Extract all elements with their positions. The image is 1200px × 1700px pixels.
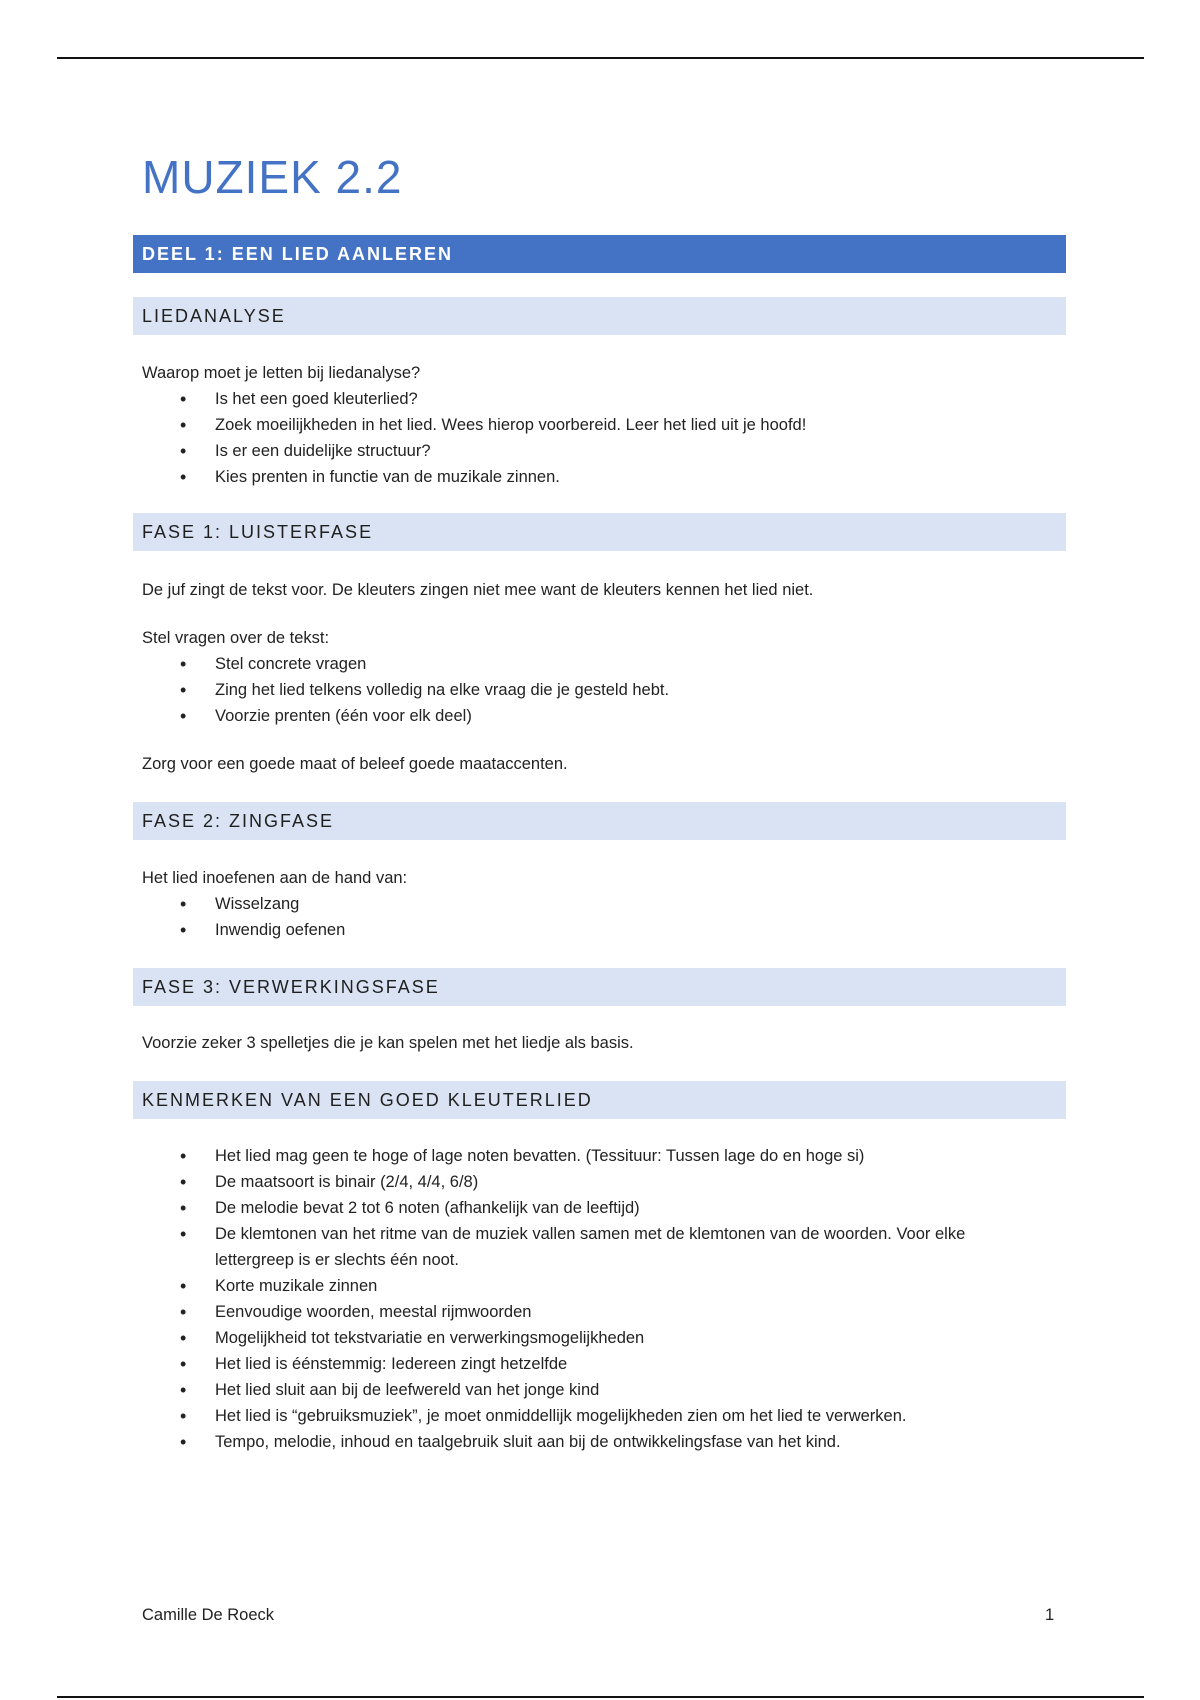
section-heading-band-fase3 xyxy=(133,968,1066,1006)
section-heading-fase1: FASE 1: LUISTERFASE xyxy=(133,513,1066,551)
fase1-content xyxy=(142,577,1042,777)
paragraph: Zorg voor een goede maat of beleef goede maataccenten. xyxy=(142,755,568,773)
bullet-list xyxy=(142,651,1042,729)
bullet-list xyxy=(142,386,1042,490)
section-heading-band-fase2 xyxy=(133,802,1066,840)
list-item: • Korte muzikale zinnen xyxy=(142,1273,1042,1299)
page-number: 1 xyxy=(1045,1606,1055,1624)
list-item: • De melodie bevat 2 tot 6 noten (afhankelijk van de leeftijd) xyxy=(142,1195,1042,1221)
section-heading-band-liedanalyse xyxy=(133,297,1066,335)
list-item: • Voorzie prenten (één voor elk deel) xyxy=(142,703,1042,729)
section-heading-liedanalyse: LIEDANALYSE xyxy=(133,297,1066,335)
section-heading-band-kenmerken xyxy=(133,1081,1066,1119)
fase3-content xyxy=(142,1030,1042,1056)
section-heading-band-fase1 xyxy=(133,513,1066,551)
paragraph: Waarop moet je letten bij liedanalyse? xyxy=(142,364,421,382)
bullet-list xyxy=(142,891,1042,943)
list-item: • Kies prenten in functie van de muzikale zinnen. xyxy=(142,464,1042,490)
paragraph: De juf zingt de tekst voor. De kleuters zingen niet mee want de kleuters kennen het lied niet. xyxy=(142,581,814,599)
page-title: MUZIEK 2.2 xyxy=(142,151,403,203)
list-item: • Tempo, melodie, inhoud en taalgebruik sluit aan bij de ontwikkelingsfase van het kind. xyxy=(142,1429,1042,1455)
list-item: • Mogelijkheid tot tekstvariatie en verwerkingsmogelijkheden xyxy=(142,1325,1042,1351)
header-rule xyxy=(57,57,1144,59)
kenmerken-content xyxy=(142,1143,1042,1455)
part-heading: DEEL 1: EEN LIED AANLEREN xyxy=(133,235,1066,273)
liedanalyse-content xyxy=(142,360,1042,490)
list-item: • De klemtonen van het ritme van de muziek vallen samen met de klemtonen van de woorden. Voor elke lettergreep is er slechts één noot. xyxy=(142,1221,1042,1273)
list-item: • Eenvoudige woorden, meestal rijmwoorden xyxy=(142,1299,1042,1325)
list-item: • Wisselzang xyxy=(142,891,1042,917)
list-item: • De maatsoort is binair (2/4, 4/4, 6/8) xyxy=(142,1169,1042,1195)
bullet-list xyxy=(142,1143,1042,1455)
footer-author: Camille De Roeck xyxy=(142,1606,275,1624)
section-heading-fase3: FASE 3: VERWERKINGSFASE xyxy=(133,968,1066,1006)
section-heading-kenmerken: KENMERKEN VAN EEN GOED KLEUTERLIED xyxy=(133,1081,1066,1119)
list-item: • Het lied is “gebruiksmuziek”, je moet onmiddellijk mogelijkheden zien om het lied te verwerken. xyxy=(142,1403,1042,1429)
paragraph: Voorzie zeker 3 spelletjes die je kan spelen met het liedje als basis. xyxy=(142,1034,634,1052)
list-item: • Is er een duidelijke structuur? xyxy=(142,438,1042,464)
list-item: • Het lied sluit aan bij de leefwereld van het jonge kind xyxy=(142,1377,1042,1403)
list-item: • Het lied is éénstemmig: Iedereen zingt hetzelfde xyxy=(142,1351,1042,1377)
list-item: • Stel concrete vragen xyxy=(142,651,1042,677)
list-item: • Is het een goed kleuterlied? xyxy=(142,386,1042,412)
paragraph: Het lied inoefenen aan de hand van: xyxy=(142,869,408,887)
list-item: • Zoek moeilijkheden in het lied. Wees hierop voorbereid. Leer het lied uit je hoofd! xyxy=(142,412,1042,438)
fase2-content xyxy=(142,865,1042,943)
section-heading-fase2: FASE 2: ZINGFASE xyxy=(133,802,1066,840)
paragraph: Stel vragen over de tekst: xyxy=(142,629,330,647)
part-heading-band xyxy=(133,235,1066,273)
list-item: • Het lied mag geen te hoge of lage noten bevatten. (Tessituur: Tussen lage do en hoge si) xyxy=(142,1143,1042,1169)
footer-rule xyxy=(57,1696,1144,1698)
list-item: • Zing het lied telkens volledig na elke vraag die je gesteld hebt. xyxy=(142,677,1042,703)
list-item: • Inwendig oefenen xyxy=(142,917,1042,943)
